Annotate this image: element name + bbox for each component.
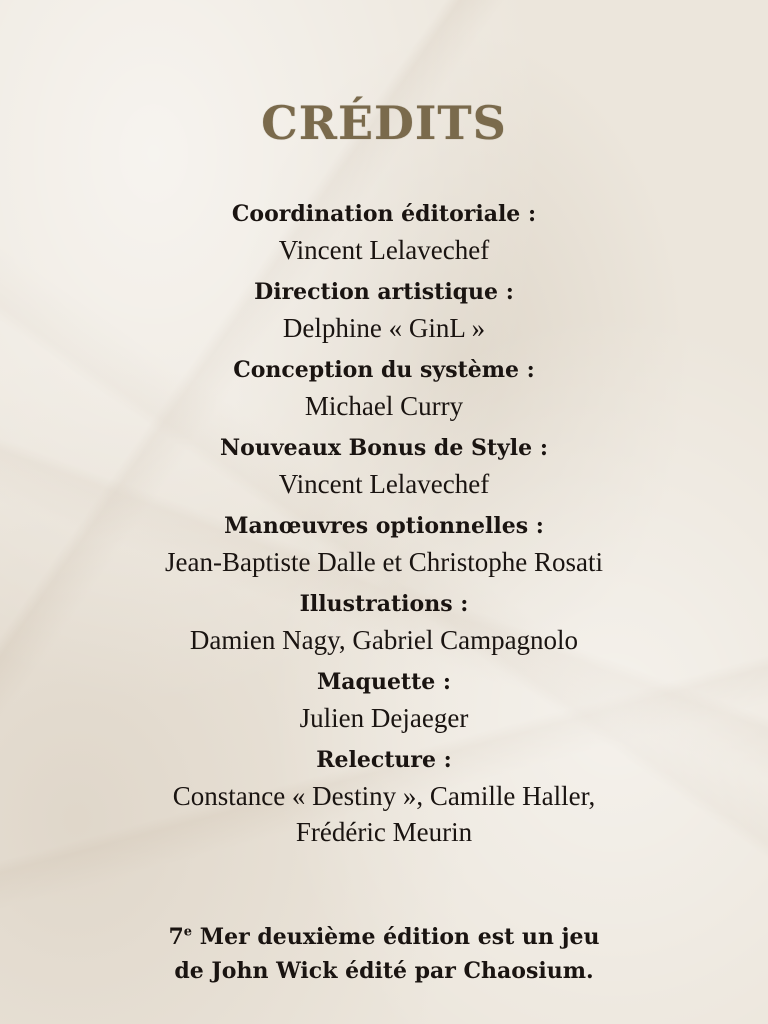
credit-entry-illustrations — [0, 586, 768, 658]
credit-entry-maquette — [0, 664, 768, 736]
credit-entry-relecture — [0, 742, 768, 850]
credit-entry-conception — [0, 352, 768, 424]
credit-entry-bonus — [0, 430, 768, 502]
credit-names: Michael Curry — [304, 391, 464, 421]
credit-role: Nouveaux Bonus de Style : — [220, 435, 548, 461]
publisher-note — [0, 920, 768, 988]
edition-number: 7 — [168, 924, 184, 950]
publisher-note-line2: de John Wick édité par Chaosium. — [174, 958, 594, 984]
credit-role: Illustrations : — [299, 591, 469, 617]
publisher-note-line1 — [0, 920, 768, 954]
credit-names-continued: Frédéric Meurin — [295, 817, 473, 847]
page-title: CRÉDITS — [261, 96, 507, 150]
credit-role: Maquette : — [316, 669, 452, 695]
credit-names: Jean-Baptiste Dalle et Christophe Rosati — [165, 547, 603, 577]
credit-entry-manoeuvres — [0, 508, 768, 580]
credit-names: Julien Dejaeger — [299, 703, 469, 733]
credit-entry-direction — [0, 274, 768, 346]
credit-names: Damien Nagy, Gabriel Campagnolo — [189, 625, 579, 655]
credit-names: Constance « Destiny », Camille Haller, — [172, 781, 596, 811]
credit-role: Conception du système : — [233, 357, 535, 383]
credit-role: Manœuvres optionnelles : — [224, 513, 544, 539]
credit-role: Coordination éditoriale : — [231, 201, 537, 227]
credits-list — [0, 196, 768, 856]
credit-names: Vincent Lelavechef — [278, 469, 490, 499]
credit-role: Relecture : — [316, 747, 452, 773]
edition-superscript: e — [183, 924, 193, 940]
credit-names: Vincent Lelavechef — [278, 235, 490, 265]
publisher-note-line1-text: Mer deuxième édition est un jeu — [192, 924, 600, 950]
credit-entry-coordination — [0, 196, 768, 268]
credit-role: Direction artistique : — [254, 279, 514, 305]
credit-names: Delphine « GinL » — [282, 313, 486, 343]
